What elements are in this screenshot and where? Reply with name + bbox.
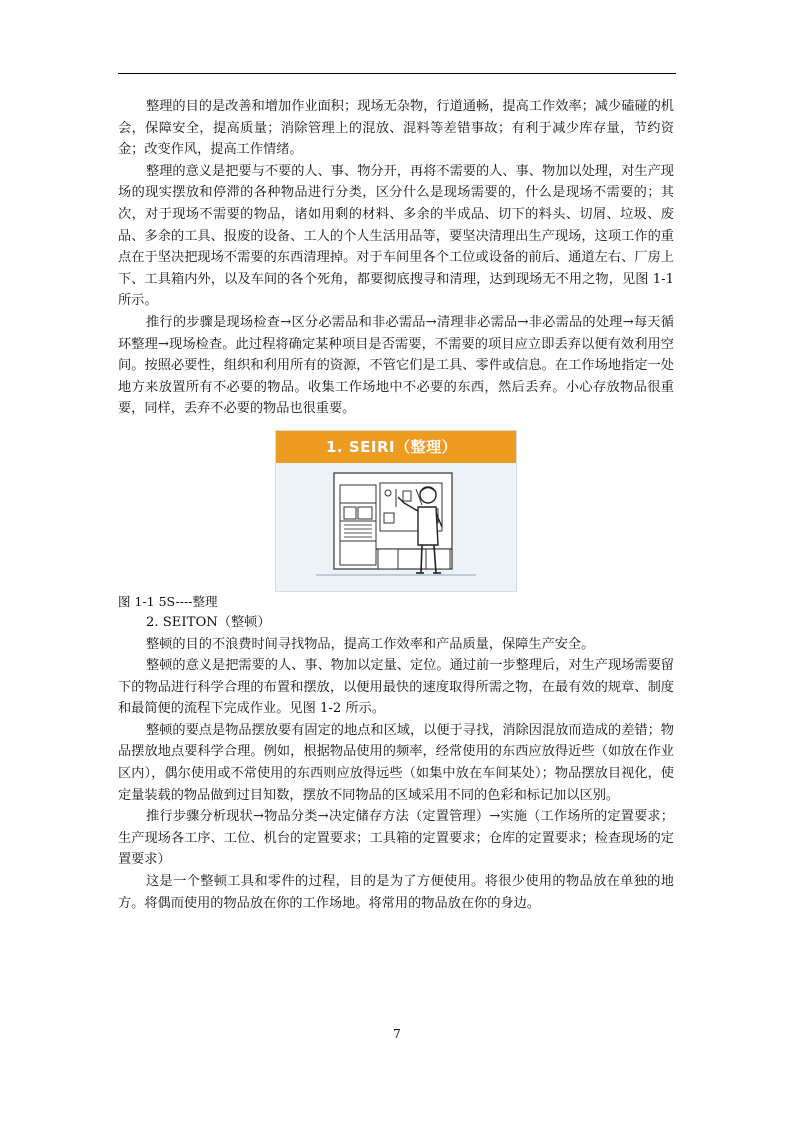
figure-caption: 图 1-1 5S----整理: [118, 593, 218, 609]
page-body: [118, 96, 674, 914]
paragraph: 整理的意义是把要与不要的人、事、物分开，再将不需要的人、事、物加以处理，对生产现场的现实摆放和停滞的各种物品进行分类，区分什么是现场需要的，什么是现场不需要的；其次，对于现场不需要的物品，诸如用剩的材料、多余的半成品、切下的料头、切屑、垃圾、废品、多余的工具、报废的设备、工人的个人生活用品等，要坚决清理出生产现场，这项工作的重点在于坚决把现场不需要的东西清理掉。对于车间里各个工位或设备的前后、通道左右、厂房上下、工具箱内外，以及车间的各个死角，都要彻底搜寻和清理，达到现场无不用之物，见图 1-1 所示。: [118, 163, 674, 309]
worker-illustration: [276, 463, 516, 591]
page-number: 7: [393, 1027, 401, 1041]
section-heading: 2. SEITON（整顿）: [146, 614, 271, 630]
paragraph: 这是一个整顿工具和零件的过程，目的是为了方便使用。将很少使用的物品放在单独的地方。将偶而使用的物品放在你的工作场地。将常用的物品放在你的身边。: [118, 874, 674, 911]
paragraph: 整顿的要点是物品摆放要有固定的地点和区域，以便于寻找，消除因混放而造成的差错；物品摆放地点要科学合理。例如，根据物品使用的频率，经常使用的东西应放得近些（如放在作业区内），偶尔使用或不常使用的东西则应放得远些（如集中放在车间某处）；物品摆放目视化，使定量装载的物品做到过目知数，摆放不同物品的区域采用不同的色彩和标记加以区别。: [118, 722, 674, 803]
paragraph: 整理的目的是改善和增加作业面积；现场无杂物，行道通畅，提高工作效率；减少磕碰的机会，保障安全，提高质量；消除管理上的混放、混料等差错事故；有利于减少库存量，节约资金；改变作风，提高工作情绪。: [118, 99, 674, 158]
paragraph: 整顿的意义是把需要的人、事、物加以定量、定位。通过前一步整理后，对生产现场需要留下的物品进行科学合理的布置和摆放，以便用最快的速度取得所需之物，在最有效的规章、制度和最简便的流程下完成作业。见图 1-2 所示。: [118, 658, 674, 717]
paragraph: 整顿的目的不浪费时间寻找物品，提高工作效率和产品质量，保障生产安全。: [146, 636, 595, 652]
paragraph: 推行步骤分析现状→物品分类→决定储存方法（定置管理）→实施（工作场所的定置要求；生产现场各工序、工位、机台的定置要求；工具箱的定置要求；仓库的定置要求；检查现场的定置要求）: [118, 809, 674, 868]
figure-seiri: [275, 430, 517, 592]
figure-banner: 1. SEIRI（整理）: [276, 431, 516, 463]
header-rule: [118, 73, 676, 74]
paragraph: 推行的步骤是现场检查→区分必需品和非必需品→清理非必需品→非必需品的处理→每天循环整理→现场检查。此过程将确定某种项目是否需要，不需要的项目应立即丢弃以便有效利用空间。按照必要性，组织和利用所有的资源，不管它们是工具、零件或信息。在工作场地指定一处地方来放置所有不必要的物品。收集工作场地中不必要的东西，然后丢弃。小心存放物品很重要，同样，丢弃不必要的物品也很重要。: [118, 314, 674, 417]
